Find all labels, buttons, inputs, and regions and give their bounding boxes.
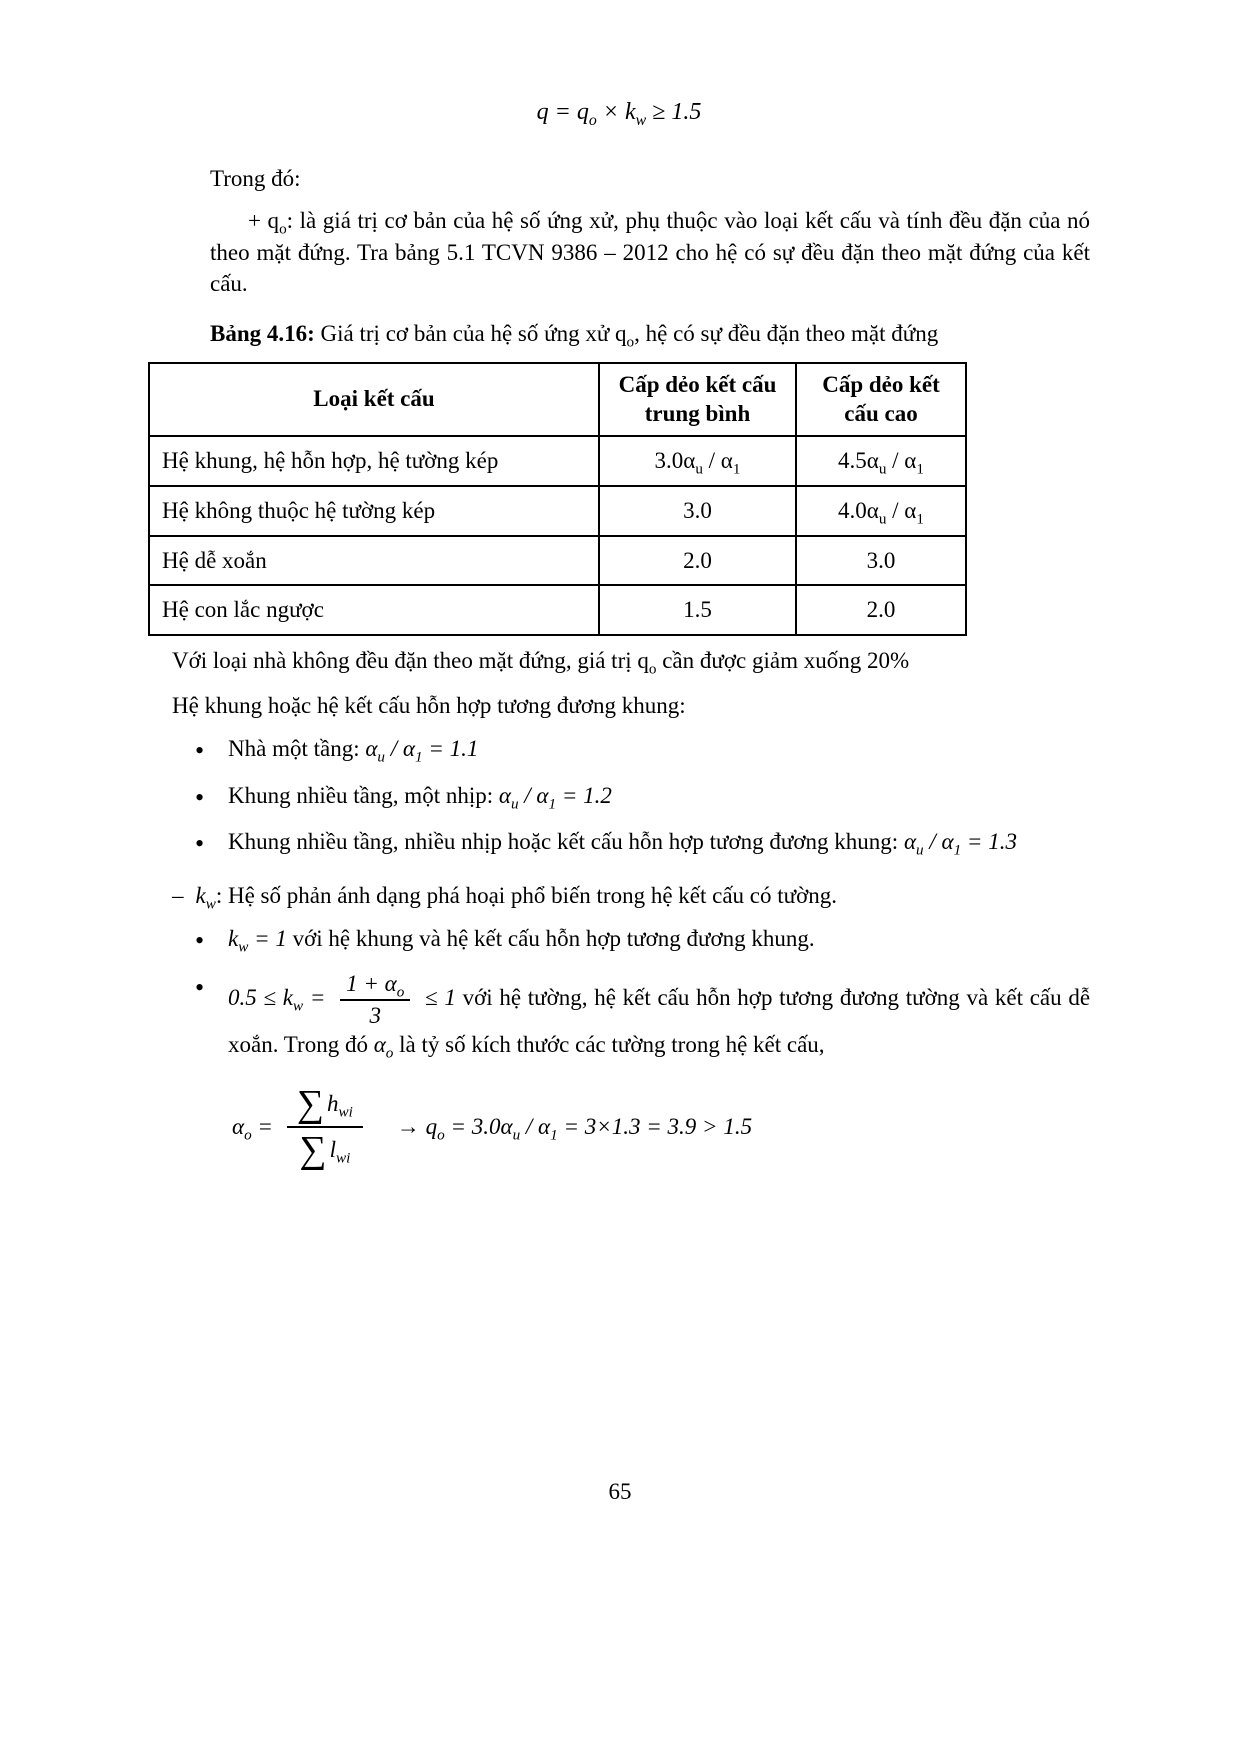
alpha-o-symbol: $\alpha_o$ [373,1032,394,1062]
bullet-text [228,970,1090,1061]
row-medium-value: 3.0 [599,486,796,536]
kw-frame-text: với hệ khung và hệ kết cấu hỗn hợp tương đương khung. [286,926,815,952]
table-header-row [149,363,966,437]
alpha-o-formula [232,1082,1090,1171]
bullet-text [228,780,1090,816]
row-high-value: 2.0 [796,585,966,635]
sigma-fraction [287,1082,363,1171]
bullet-label: Khung nhiều tầng, nhiều nhịp hoặc kết cấu hỗn hợp tương đương khung: [228,829,904,855]
sigma-denominator [300,1128,351,1169]
row-label: Hệ khung, hệ hỗn hợp, hệ tường kép [149,436,599,486]
table-row [149,436,966,486]
row-medium-value: $3.0\alpha_u / \alpha_1$ [599,436,796,486]
row-high-value: 3.0 [796,536,966,586]
table-row [149,486,966,536]
kw-fraction [340,970,410,1029]
page-content [0,96,1240,1169]
row-high-value: $4.5\alpha_u / \alpha_1$ [796,436,966,486]
l-wi-term: $l_{wi}$ [329,1137,351,1167]
bullet-text [228,826,1090,862]
page-number: 65 [608,1479,632,1504]
bullet-text [228,733,1090,769]
bullet-math: $\alpha_u / \alpha_1 = 1.2$ [498,782,612,813]
bullet-icon [195,780,228,816]
table-row [149,536,966,586]
row-high-value: $4.0\alpha_u / \alpha_1$ [796,486,966,536]
table-caption [210,318,1090,350]
kw-definition [172,880,1090,912]
bullet-icon [195,826,228,862]
col-header-high-ductility: Cấp dẻo kết cấu cao [796,363,966,437]
row-label: Hệ dễ xoắn [149,536,599,586]
reduction-note: Với loại nhà không đều đặn theo mặt đứng, giá trị $q_o$ cần được giảm xuống 20% [172,648,910,678]
dash-marker: – [172,883,184,909]
bullet-label: Khung nhiều tầng, một nhịp: [228,782,499,808]
row-label: Hệ không thuộc hệ tường kép [149,486,599,536]
fraction-numerator: $1 + \alpha_o$ [340,970,410,1001]
col-header-medium-ductility: Cấp dẻo kết cấu trung bình [599,363,796,437]
bullet-icon [195,923,228,959]
list-item [195,970,1090,1061]
kw-inequality-pre: $0.5 \le k_w$ = [228,984,326,1015]
list-item [195,780,1090,816]
table-caption-text: Giá trị cơ bản của hệ số ứng xử $q_o$, hệ có sự đều đặn theo mặt đứng [314,321,939,351]
frame-system-note: Hệ khung hoặc hệ kết cấu hỗn hợp tương đương khung: [172,692,686,718]
qo-values-table [148,362,967,636]
sigma-numerator [287,1082,363,1128]
kw-equals-one: $k_w = 1$ [228,926,287,956]
alpha-o-lhs: $\alpha_o$ = [232,1113,273,1144]
bullet-math: $\alpha_u / \alpha_1 = 1.3$ [903,829,1017,860]
bullet-text [228,923,1090,959]
table-caption-number: Bảng 4.16: [210,321,315,347]
row-medium-value: 1.5 [599,585,796,635]
kw-symbol: $k_w$ [195,883,216,913]
bullet-icon [195,733,228,769]
list-item [195,826,1090,862]
sum-icon: ∑ [296,1082,325,1125]
h-wi-term: $h_{wi}$ [327,1091,353,1121]
bullet-math: $\alpha_u / \alpha_1 = 1.1$ [365,735,479,766]
bullet-icon [195,970,228,1061]
kw-inequality-post: ≤ 1 [425,984,456,1010]
sum-icon: ∑ [299,1128,327,1171]
col-header-structure-type: Loại kết cấu [149,363,599,437]
fraction-denominator: 3 [369,1002,381,1028]
kw-definition-text: : Hệ số phản ánh dạng phá hoại phổ biến trong hệ kết cấu có tường. [215,883,838,909]
list-item [195,733,1090,769]
q-base-formula: $q = q_o \times k_w \ge 1.5$ [536,99,702,129]
table-row [149,585,966,635]
row-medium-value: 2.0 [599,536,796,586]
qo-definition-paragraph: + $q_o$: là giá trị cơ bản của hệ số ứng xử, phụ thuộc vào loại kết cấu và tính đều đặn của nó theo mặt đứng. Tra bảng 5.1 TCVN 9386 – 2012 cho hệ có sự đều đặn theo mặt đứng của kết cấu. [210,207,1090,297]
row-label: Hệ con lắc ngược [149,585,599,635]
kw-wall-text-2: là tỷ số kích thước các tường trong hệ kết cấu, [393,1032,825,1058]
bullet-label: Nhà một tầng: [228,735,366,761]
kw-wall-text: với hệ tường, hệ kết cấu hỗn hợp tương đương tường và kết cấu dễ xoắn. Trong đó [228,984,1091,1058]
qo-result-expression: → $q_o = 3.0\alpha_u / \alpha_1 = 3\times 1.3 = 3.9 > 1.5$ [396,1113,753,1144]
trong-do-label: Trong đó: [210,166,301,192]
list-item [195,923,1090,959]
